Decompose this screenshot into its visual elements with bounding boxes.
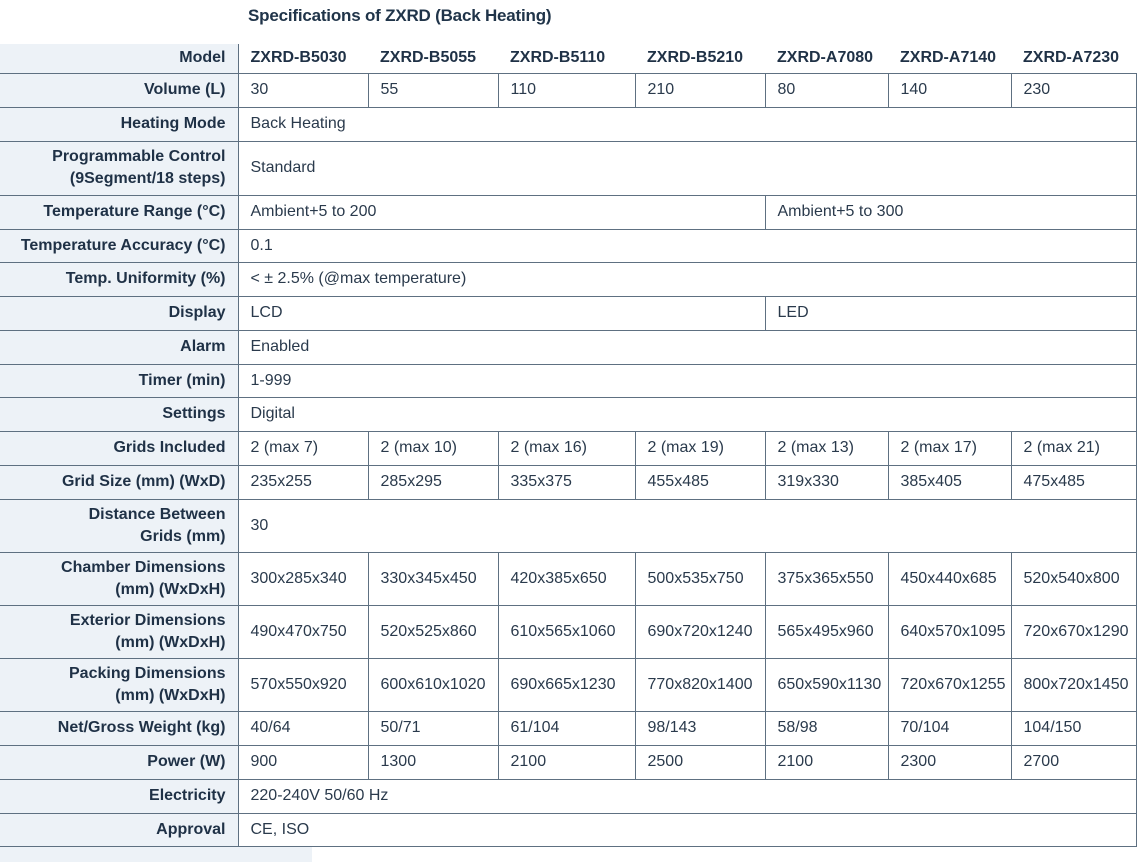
table-cell: 2100 — [765, 745, 888, 779]
table-cell: Back Heating — [238, 107, 1136, 141]
table-cell: 520x525x860 — [368, 605, 498, 658]
table-row-electricity — [0, 779, 1136, 813]
spec-table — [0, 44, 1137, 847]
table-cell: CE, ISO — [238, 813, 1136, 846]
table-cell: 319x330 — [765, 465, 888, 499]
table-cell: 720x670x1255 — [888, 658, 1011, 711]
table-cell: 2500 — [635, 745, 765, 779]
row-label — [0, 499, 238, 552]
table-row-chamber-dims — [0, 552, 1136, 605]
table-cell: Enabled — [238, 330, 1136, 364]
background-strip — [0, 847, 312, 862]
table-cell: 104/150 — [1011, 711, 1136, 745]
table-cell: 0.1 — [238, 229, 1136, 262]
table-cell: 2 (max 19) — [635, 431, 765, 465]
table-cell: Digital — [238, 397, 1136, 431]
table-row-grids-included — [0, 431, 1136, 465]
row-label: Heating Mode — [0, 107, 238, 141]
row-label-line: Programmable Control — [52, 148, 226, 165]
table-cell: 2100 — [498, 745, 635, 779]
table-cell: 2 (max 17) — [888, 431, 1011, 465]
table-cell: 285x295 — [368, 465, 498, 499]
table-cell: Ambient+5 to 300 — [765, 195, 1136, 229]
table-cell: 210 — [635, 73, 765, 107]
table-row-exterior-dims — [0, 605, 1136, 658]
table-cell: 50/71 — [368, 711, 498, 745]
table-cell: 2700 — [1011, 745, 1136, 779]
row-label-line: Grids (mm) — [140, 527, 226, 545]
row-label-line: (mm) (WxDxH) — [115, 686, 226, 704]
table-cell: 450x440x685 — [888, 552, 1011, 605]
table-cell: 455x485 — [635, 465, 765, 499]
model-header: ZXRD-A7230 — [1011, 44, 1136, 73]
table-cell: 58/98 — [765, 711, 888, 745]
table-row-temp-uniformity — [0, 262, 1136, 296]
table-cell: 650x590x1130 — [765, 658, 888, 711]
model-header: ZXRD-B5210 — [635, 44, 765, 73]
row-label: Temperature Range (°C) — [0, 195, 238, 229]
row-label: Display — [0, 296, 238, 330]
table-cell: 30 — [238, 499, 1136, 552]
table-row-weight — [0, 711, 1136, 745]
table-cell: 770x820x1400 — [635, 658, 765, 711]
table-cell: 520x540x800 — [1011, 552, 1136, 605]
table-cell: 55 — [368, 73, 498, 107]
table-cell: 110 — [498, 73, 635, 107]
table-cell: 80 — [765, 73, 888, 107]
row-label-line: (9Segment/18 steps) — [69, 170, 226, 187]
table-cell: 2 (max 21) — [1011, 431, 1136, 465]
row-label — [0, 552, 238, 605]
table-cell: 140 — [888, 73, 1011, 107]
table-row-grid-size — [0, 465, 1136, 499]
row-label-line: Exterior Dimensions — [69, 611, 226, 629]
row-label — [0, 605, 238, 658]
table-row-temp-accuracy — [0, 229, 1136, 262]
table-cell: LCD — [238, 296, 765, 330]
table-cell: 420x385x650 — [498, 552, 635, 605]
table-cell: 40/64 — [238, 711, 368, 745]
table-cell: 2 (max 7) — [238, 431, 368, 465]
row-label-line: Chamber Dimensions — [61, 558, 226, 576]
row-label: Grids Included — [0, 431, 238, 465]
table-cell: 30 — [238, 73, 368, 107]
table-row-heating-mode — [0, 107, 1136, 141]
row-label: Grid Size (mm) (WxD) — [0, 465, 238, 499]
table-cell: 565x495x960 — [765, 605, 888, 658]
table-row-timer — [0, 364, 1136, 397]
row-label: Volume (L) — [0, 73, 238, 107]
row-label-line: (mm) (WxDxH) — [115, 633, 226, 651]
row-label: Timer (min) — [0, 364, 238, 397]
model-header: ZXRD-A7140 — [888, 44, 1011, 73]
table-cell: Standard — [238, 141, 1136, 195]
table-row-approval — [0, 813, 1136, 846]
table-cell: 61/104 — [498, 711, 635, 745]
table-cell: 1-999 — [238, 364, 1136, 397]
table-cell: 2 (max 13) — [765, 431, 888, 465]
table-row-temp-range — [0, 195, 1136, 229]
table-cell: 475x485 — [1011, 465, 1136, 499]
row-label-line: Distance Between — [88, 505, 226, 523]
table-cell: 220-240V 50/60 Hz — [238, 779, 1136, 813]
table-cell: 330x345x450 — [368, 552, 498, 605]
row-label: Approval — [0, 813, 238, 846]
table-cell: LED — [765, 296, 1136, 330]
row-label: Net/Gross Weight (kg) — [0, 711, 238, 745]
table-cell: 2 (max 10) — [368, 431, 498, 465]
model-header: ZXRD-A7080 — [765, 44, 888, 73]
model-row — [0, 44, 1136, 73]
row-label: Temp. Uniformity (%) — [0, 262, 238, 296]
table-row-programmable — [0, 141, 1136, 195]
row-label-line: Packing Dimensions — [69, 664, 226, 682]
model-header: ZXRD-B5110 — [498, 44, 635, 73]
row-label — [0, 141, 238, 195]
table-cell: 610x565x1060 — [498, 605, 635, 658]
table-row-grid-distance — [0, 499, 1136, 552]
table-cell: 900 — [238, 745, 368, 779]
table-row-display — [0, 296, 1136, 330]
table-caption: Specifications of ZXRD (Back Heating) — [248, 6, 552, 25]
row-label: Alarm — [0, 330, 238, 364]
row-label: Temperature Accuracy (°C) — [0, 229, 238, 262]
table-cell: 600x610x1020 — [368, 658, 498, 711]
table-cell: 490x470x750 — [238, 605, 368, 658]
row-label-line: (mm) (WxDxH) — [115, 580, 226, 598]
table-cell: 1300 — [368, 745, 498, 779]
table-cell: 235x255 — [238, 465, 368, 499]
table-cell: 300x285x340 — [238, 552, 368, 605]
row-label: Power (W) — [0, 745, 238, 779]
table-cell: 640x570x1095 — [888, 605, 1011, 658]
table-cell: 375x365x550 — [765, 552, 888, 605]
row-label — [0, 658, 238, 711]
table-cell: 690x665x1230 — [498, 658, 635, 711]
table-cell: 570x550x920 — [238, 658, 368, 711]
table-cell: 70/104 — [888, 711, 1011, 745]
table-cell: 690x720x1240 — [635, 605, 765, 658]
table-cell: 98/143 — [635, 711, 765, 745]
table-cell: 500x535x750 — [635, 552, 765, 605]
table-cell: 720x670x1290 — [1011, 605, 1136, 658]
row-label-model: Model — [0, 44, 238, 73]
model-header: ZXRD-B5055 — [368, 44, 498, 73]
table-row-packing-dims — [0, 658, 1136, 711]
table-cell: 385x405 — [888, 465, 1011, 499]
model-header: ZXRD-B5030 — [238, 44, 368, 73]
table-row-settings — [0, 397, 1136, 431]
table-cell: 800x720x1450 — [1011, 658, 1136, 711]
table-row-volume — [0, 73, 1136, 107]
table-row-power — [0, 745, 1136, 779]
table-row-alarm — [0, 330, 1136, 364]
row-label: Settings — [0, 397, 238, 431]
row-label: Electricity — [0, 779, 238, 813]
table-cell: < ± 2.5% (@max temperature) — [238, 262, 1136, 296]
table-cell: 2300 — [888, 745, 1011, 779]
table-cell: Ambient+5 to 200 — [238, 195, 765, 229]
table-cell: 230 — [1011, 73, 1136, 107]
table-cell: 2 (max 16) — [498, 431, 635, 465]
table-cell: 335x375 — [498, 465, 635, 499]
